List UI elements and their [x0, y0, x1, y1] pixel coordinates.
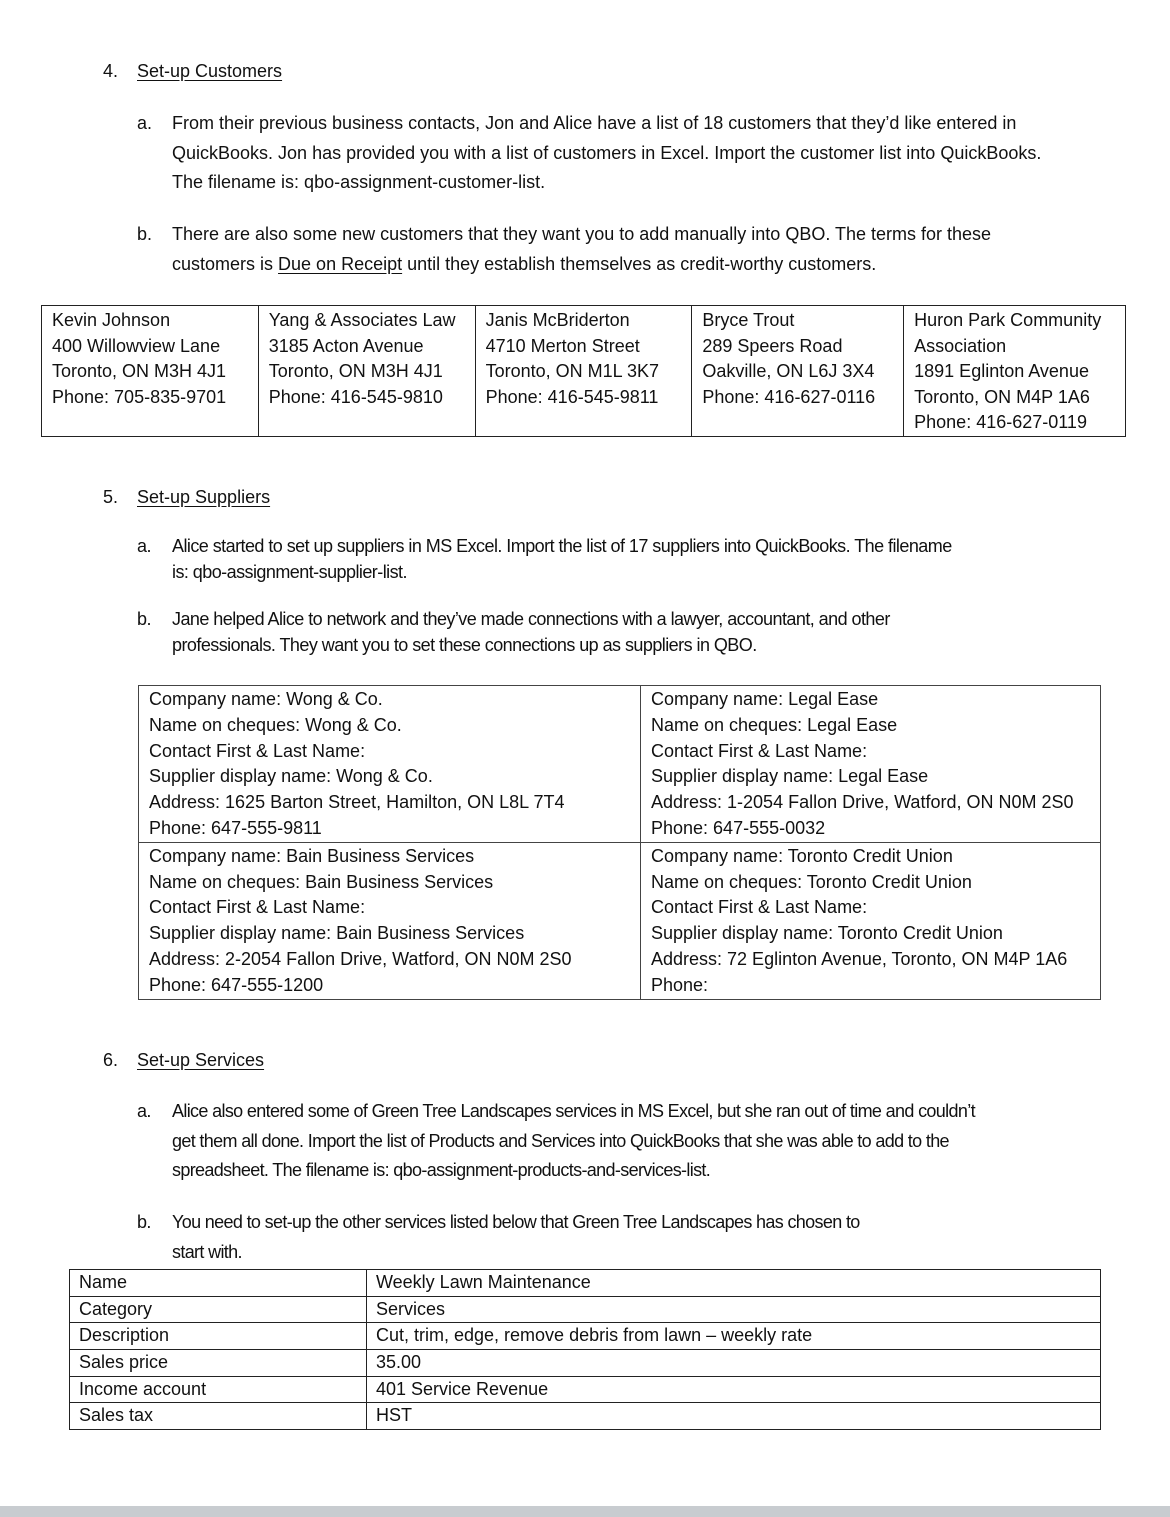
section-heading-suppliers: [103, 487, 270, 508]
field-value: Cut, trim, edge, remove debris from lawn – weekly rate: [367, 1323, 1101, 1350]
customer-card-huron-park: [904, 306, 1126, 437]
supplier-display-name: Supplier display name: Toronto Credit Union: [651, 923, 1003, 944]
service-details-table: [69, 1269, 1101, 1430]
customer-city: Toronto, ON M3H 4J1: [268, 361, 443, 381]
customer-name: Huron Park Community: [914, 310, 1102, 330]
new-suppliers-table: [138, 685, 1101, 1000]
supplier-contact-name: Contact First & Last Name:: [651, 897, 868, 918]
item-line: QuickBooks. Jon has provided you with a list of customers in Excel. Import the customer list into QuickBooks.: [172, 142, 1042, 163]
item-letter: b.: [137, 224, 153, 244]
field-label: Name: [70, 1270, 367, 1297]
section-heading-services: [103, 1050, 264, 1071]
field-label: Category: [70, 1296, 367, 1323]
customer-phone: Phone: 416-545-9810: [268, 386, 443, 407]
supplier-name-on-cheques: Name on cheques: Wong & Co.: [149, 714, 402, 735]
table-row: [70, 1350, 1101, 1377]
item-text: until they establish themselves as credit-worthy customers.: [402, 253, 877, 274]
supplier-display-name: Supplier display name: Bain Business Services: [149, 923, 525, 944]
customer-street: 400 Willowview Lane: [52, 335, 221, 356]
terms-due-on-receipt: Due on Receipt: [278, 253, 403, 274]
page-bottom-edge: [0, 1506, 1170, 1517]
supplier-name-on-cheques: Name on cheques: Bain Business Services: [149, 871, 494, 892]
section-number: 5.: [103, 487, 119, 507]
customer-name-cont: Association: [914, 335, 1007, 356]
item-line: get them all done. Import the list of Products and Services into QuickBooks that she was able to add to the: [172, 1130, 949, 1151]
item-line: [172, 250, 1137, 280]
item-line: professionals. They want you to set these connections up as suppliers in QBO.: [172, 634, 757, 655]
field-value: HST: [367, 1403, 1101, 1430]
supplier-address: Address: 1625 Barton Street, Hamilton, ON L8L 7T4: [149, 792, 565, 813]
table-row: [70, 1270, 1101, 1297]
supplier-display-name: Supplier display name: Wong & Co.: [149, 766, 433, 787]
customer-street: 1891 Eglinton Avenue: [914, 361, 1089, 381]
supplier-contact-name: Contact First & Last Name:: [149, 897, 366, 918]
services-item-b: [137, 1208, 1137, 1267]
supplier-address: Address: 2-2054 Fallon Drive, Watford, ON N0M 2S0: [149, 948, 572, 969]
item-letter: b.: [137, 1212, 151, 1232]
item-line: start with.: [172, 1241, 242, 1262]
item-line: The filename is: qbo-assignment-customer-list.: [172, 172, 546, 192]
supplier-card-bain-business-services: [139, 842, 641, 999]
item-letter: a.: [137, 113, 153, 133]
table-row: [70, 1403, 1101, 1430]
field-value: 35.00: [367, 1350, 1101, 1377]
new-customers-table: [41, 305, 1126, 437]
customer-phone: Phone: 416-627-0116: [702, 386, 876, 407]
customer-card-janis-mcbriderton: [475, 306, 692, 437]
customer-name: Yang & Associates Law: [268, 310, 456, 330]
item-text: customers is: [172, 253, 279, 274]
item-line: is: qbo-assignment-supplier-list.: [172, 561, 407, 582]
supplier-phone: Phone: 647-555-1200: [149, 974, 324, 995]
item-line: Alice also entered some of Green Tree Landscapes services in MS Excel, but she ran out of time and couldn’t: [172, 1101, 975, 1121]
section-number: 4.: [103, 61, 119, 81]
item-letter: b.: [137, 609, 151, 629]
supplier-phone: Phone: 647-555-9811: [149, 817, 322, 838]
field-value: Services: [367, 1296, 1101, 1323]
customer-street: 4710 Merton Street: [485, 335, 640, 356]
supplier-phone: Phone: 647-555-0032: [651, 817, 826, 838]
section-title: Set-up Suppliers: [137, 487, 271, 507]
supplier-contact-name: Contact First & Last Name:: [149, 740, 366, 761]
item-letter: a.: [137, 1101, 151, 1121]
section-title: Set-up Services: [137, 1050, 265, 1070]
supplier-card-legal-ease: [641, 686, 1101, 843]
customer-name: Bryce Trout: [702, 310, 795, 330]
customer-city: Toronto, ON M4P 1A6: [914, 386, 1090, 407]
suppliers-item-b: [137, 607, 1137, 658]
field-value: Weekly Lawn Maintenance: [367, 1270, 1101, 1297]
supplier-phone: Phone:: [651, 974, 709, 995]
item-line: From their previous business contacts, Jon and Alice have a list of 18 customers that they’d like entered in: [172, 113, 1017, 133]
customer-city: Oakville, ON L6J 3X4: [702, 361, 875, 381]
item-letter: a.: [137, 536, 151, 556]
field-label: Income account: [70, 1376, 367, 1403]
suppliers-item-a: [137, 534, 1137, 585]
customer-card-bryce-trout: [692, 306, 904, 437]
item-line: spreadsheet. The filename is: qbo-assignment-products-and-services-list.: [172, 1160, 711, 1180]
supplier-contact-name: Contact First & Last Name:: [651, 740, 868, 761]
table-row: [70, 1296, 1101, 1323]
supplier-company-name: Company name: Bain Business Services: [149, 845, 475, 866]
item-line: You need to set-up the other services listed below that Green Tree Landscapes has chosen to: [172, 1212, 860, 1232]
customer-phone: Phone: 416-627-0119: [914, 412, 1087, 432]
customer-phone: Phone: 705-835-9701: [52, 386, 227, 407]
customer-street: 289 Speers Road: [702, 335, 843, 356]
supplier-name-on-cheques: Name on cheques: Legal Ease: [651, 714, 898, 735]
supplier-address: Address: 72 Eglinton Avenue, Toronto, ON M4P 1A6: [651, 948, 1068, 969]
customers-item-a: [137, 109, 1137, 198]
supplier-company-name: Company name: Toronto Credit Union: [651, 845, 953, 866]
item-line: There are also some new customers that they want you to add manually into QBO. The terms for these: [172, 224, 992, 244]
customer-card-yang-associates: [258, 306, 475, 437]
supplier-name-on-cheques: Name on cheques: Toronto Credit Union: [651, 871, 972, 892]
supplier-card-toronto-credit-union: [641, 842, 1101, 999]
customer-name: Kevin Johnson: [52, 310, 171, 330]
customer-street: 3185 Acton Avenue: [268, 335, 424, 356]
customer-card-kevin-johnson: [42, 306, 259, 437]
section-title: Set-up Customers: [137, 61, 283, 81]
table-row: [70, 1323, 1101, 1350]
field-value: 401 Service Revenue: [367, 1376, 1101, 1403]
field-label: Sales price: [70, 1350, 367, 1377]
item-line: Jane helped Alice to network and they’ve made connections with a lawyer, accountant, and other: [172, 609, 890, 629]
table-row: [70, 1376, 1101, 1403]
customer-city: Toronto, ON M3H 4J1: [52, 361, 227, 381]
customer-name: Janis McBriderton: [485, 310, 630, 330]
supplier-company-name: Company name: Wong & Co.: [149, 689, 383, 709]
field-label: Description: [70, 1323, 367, 1350]
field-label: Sales tax: [70, 1403, 367, 1430]
section-heading-customers: [103, 61, 282, 82]
supplier-display-name: Supplier display name: Legal Ease: [651, 766, 929, 787]
customer-city: Toronto, ON M1L 3K7: [485, 361, 660, 381]
supplier-address: Address: 1-2054 Fallon Drive, Watford, ON N0M 2S0: [651, 792, 1074, 813]
customer-phone: Phone: 416-545-9811: [485, 386, 659, 407]
section-number: 6.: [103, 1050, 119, 1070]
supplier-card-wong-co: [139, 686, 641, 843]
supplier-company-name: Company name: Legal Ease: [651, 689, 879, 709]
item-line: Alice started to set up suppliers in MS Excel. Import the list of 17 suppliers into QuickBooks. The filename: [172, 536, 952, 556]
customers-item-b: [137, 220, 1137, 279]
services-item-a: [137, 1097, 1147, 1186]
